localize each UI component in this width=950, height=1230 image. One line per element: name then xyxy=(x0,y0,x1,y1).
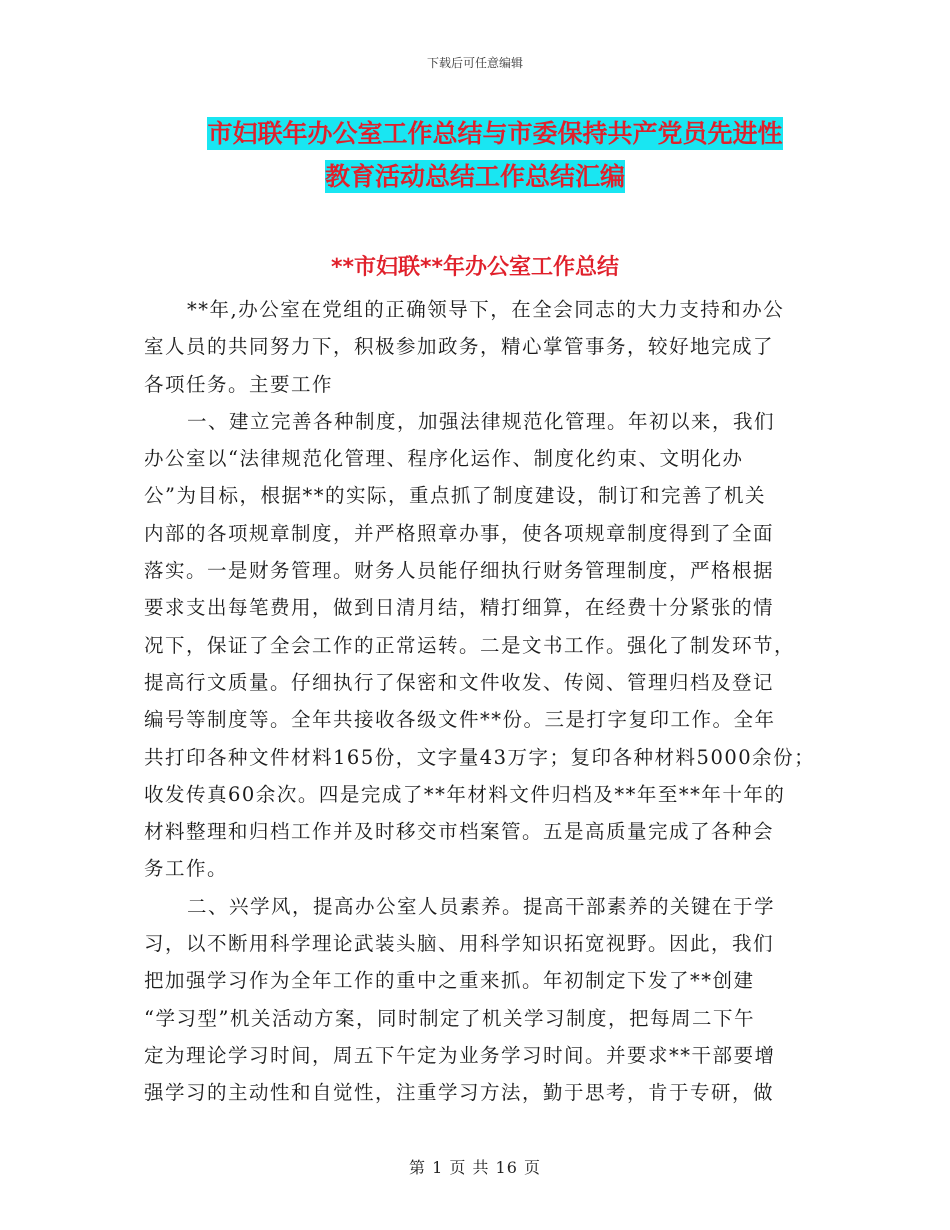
page-footer: 第 1 页 共 16 页 xyxy=(409,1158,541,1177)
text-line: 办公室以“法律规范化管理、程序化运作、制度化约束、文明化办 xyxy=(144,447,744,471)
text-line: “学习型”机关活动方案，同时制定了机关学习制度，把每周二下午 xyxy=(144,1006,755,1030)
text-line: 材料整理和归档工作并及时移交市档案管。五是高质量完成了各种会 xyxy=(144,820,775,844)
text-line: 况下，保证了全会工作的正常运转。二是文书工作。强化了制发环节， xyxy=(144,633,796,657)
title-line-2: 教育活动总结工作总结汇编 xyxy=(324,162,625,191)
header-note: 下载后可任意编辑 xyxy=(426,56,523,70)
text-line: 把加强学习作为全年工作的重中之重来抓。年初制定下发了**创建 xyxy=(144,969,755,993)
text-line: 编号等制度等。全年共接收各级文件**份。三是打字复印工作。全年 xyxy=(144,708,776,732)
text-line: 强学习的主动性和自觉性，注重学习方法，勤于思考，肯于专研，做 xyxy=(144,1081,775,1105)
body-text xyxy=(144,291,816,1112)
section-heading: **市妇联**年办公室工作总结 xyxy=(330,255,620,280)
title-line-1: 市妇联年办公室工作总结与市委保持共产党员先进性 xyxy=(207,119,783,148)
text-line: 务工作。 xyxy=(144,857,229,881)
text-line: 定为理论学习时间，周五下午定为业务学习时间。并要求**干部要增 xyxy=(144,1043,776,1067)
text-line: 共打印各种文件材料165份，文字量43万字；复印各种材料5000余份； xyxy=(144,745,816,769)
paragraph-3 xyxy=(144,888,804,1112)
text-line: 要求支出每笔费用，做到日清月结，精打细算，在经费十分紧张的情 xyxy=(144,596,775,620)
text-line: 公”为目标，根据**的实际，重点抓了制度建设，制订和完善了机关 xyxy=(144,484,766,508)
text-line: 收发传真60余次。四是完成了**年材料文件归档及**年至**年十年的 xyxy=(144,782,786,806)
text-line: 内部的各项规章制度，并严格照章办事，使各项规章制度得到了全面 xyxy=(144,521,775,545)
text-line: 一、建立完善各种制度，加强法律规范化管理。年初以来，我们 xyxy=(187,409,776,433)
paragraph-2 xyxy=(144,403,816,888)
text-line: 提高行文质量。仔细执行了保密和文件收发、传阅、管理归档及登记 xyxy=(144,670,775,694)
text-line: 落实。一是财务管理。财务人员能仔细执行财务管理制度，严格根据 xyxy=(144,559,775,583)
text-line: 室人员的共同努力下，积极参加政务，精心掌管事务，较好地完成了 xyxy=(144,335,775,359)
paragraph-1 xyxy=(144,291,804,403)
text-line: 习，以不断用科学理论武装头脑、用科学知识拓宽视野。因此，我们 xyxy=(144,932,775,956)
text-line: **年,办公室在党组的正确领导下，在全会同志的大力支持和办公 xyxy=(187,298,785,321)
text-line: 各项任务。主要工作 xyxy=(144,372,334,396)
text-line: 二、兴学风，提高办公室人员素养。提高干部素养的关键在于学 xyxy=(187,894,776,918)
